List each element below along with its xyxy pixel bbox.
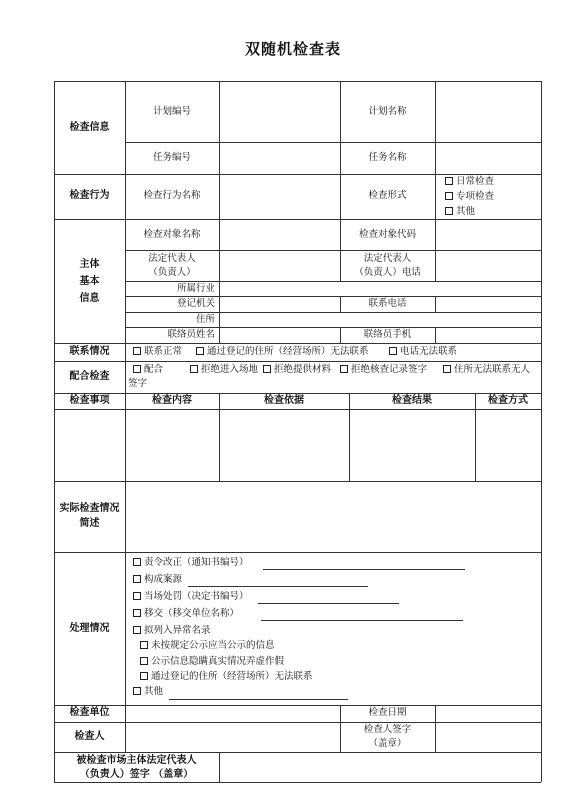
handling-option-correction[interactable]: 责令改正（通知书编号） (133, 557, 249, 569)
inspector-sign-label-line-1: 检查人签字 (363, 724, 412, 735)
cooperation-option-refuse-entry[interactable]: 拒绝进入场地 (190, 364, 258, 376)
other-line[interactable] (169, 699, 348, 700)
object-code-label: 检查对象代码 (358, 229, 416, 240)
section-contact-status: 联系情况 (69, 346, 110, 357)
cooperation-option-address-nobody[interactable]: 住所无法联系无人 (443, 364, 530, 376)
cooperation-option-refuse-sign[interactable]: 拒绝核查记录签字 (340, 364, 427, 376)
plan-number-label: 计划编号 (152, 106, 191, 117)
checkbox-icon (445, 177, 453, 185)
case-source-line[interactable] (188, 586, 368, 587)
checkbox-icon (140, 657, 148, 665)
checkbox-icon (133, 687, 141, 695)
col-inspection-item: 检查事项 (69, 395, 110, 406)
handling-option-transfer[interactable]: 移交（移交单位名称） (133, 608, 239, 620)
handling-option-abnormal-list[interactable]: 拟列入异常名录 (133, 625, 211, 637)
section-subject-line-1: 主体 (79, 259, 100, 270)
transfer-unit-line[interactable] (261, 620, 463, 621)
abnormal-sub-option-address-unreachable[interactable]: 通过登记的住所（经营场所）无法联系 (140, 671, 313, 683)
task-number-label: 任务编号 (152, 152, 191, 163)
contact-option-normal[interactable]: 联系正常 (133, 346, 182, 358)
section-subject-line-3: 信息 (79, 293, 100, 304)
inspection-form-label: 检查形式 (368, 190, 407, 201)
abnormal-sub-option-not-disclosed[interactable]: 未按规定公示应当公示的信息 (140, 640, 275, 652)
checkbox-icon (133, 609, 141, 617)
behavior-name-label: 检查行为名称 (143, 190, 201, 201)
section-inspection-behavior: 检查行为 (69, 190, 110, 201)
col-inspection-basis: 检查依据 (264, 395, 304, 406)
checkbox-icon (389, 347, 397, 355)
checkbox-icon (133, 365, 141, 373)
section-inspection-info: 检查信息 (69, 122, 110, 133)
legal-rep-label-line-1: 法定代表人 (148, 253, 196, 264)
subject-sign-label-line-2: （负责人）签字 （盖章） (79, 769, 194, 780)
checkbox-icon (133, 558, 141, 566)
plan-name-label: 计划名称 (368, 106, 407, 117)
page-title: 双随机检查表 (244, 40, 341, 58)
subject-sign-label-line-1: 被检查市场主体法定代表人 (76, 755, 197, 766)
form-option-daily[interactable]: 日常检查 (445, 176, 494, 188)
abnormal-sub-option-false-info[interactable]: 公示信息隐瞒真实情况弄虚作假 (140, 656, 284, 668)
checkbox-icon (190, 365, 198, 373)
checkbox-icon (133, 626, 141, 634)
correction-notice-line[interactable] (263, 569, 465, 570)
checkbox-icon (445, 192, 453, 200)
contact-person-label: 联络员姓名 (167, 329, 215, 340)
checkbox-icon (263, 365, 271, 373)
inspector-label: 检查人 (74, 731, 105, 742)
industry-label: 所属行业 (176, 283, 215, 294)
registry-label: 登记机关 (176, 298, 215, 309)
checkbox-icon (133, 347, 141, 355)
handling-option-other[interactable]: 其他 (133, 686, 163, 698)
col-inspection-result: 检查结果 (392, 395, 432, 406)
section-cooperation: 配合检查 (69, 371, 110, 382)
handling-option-on-site-penalty[interactable]: 当场处罚（决定书编号） (133, 591, 249, 603)
col-inspection-method: 检查方式 (488, 395, 528, 406)
actual-situation-label-line-2: 简述 (79, 518, 100, 529)
inspector-sign-label-line-2: （盖章） (368, 738, 407, 749)
cooperation-option-cooperate[interactable]: 配合 (133, 364, 163, 376)
checkbox-icon (196, 347, 204, 355)
legal-rep-phone-label-line-2: （负责人）电话 (354, 267, 421, 278)
cooperation-option-refuse-materials[interactable]: 拒绝提供材料 (263, 364, 331, 376)
task-name-label: 任务名称 (368, 152, 407, 163)
col-inspection-content: 检查内容 (152, 395, 192, 406)
contact-phone-label: 联系电话 (368, 298, 407, 309)
checkbox-icon (445, 207, 453, 215)
legal-rep-phone-label-line-1: 法定代表人 (363, 253, 412, 264)
inspection-unit-label: 检查单位 (69, 707, 110, 718)
actual-situation-label-line-1: 实际检查情况 (59, 503, 120, 514)
legal-rep-label-line-2: （负责人） (148, 267, 196, 278)
inspection-date-label: 检查日期 (368, 707, 407, 718)
checkbox-icon (133, 575, 141, 583)
form-option-special[interactable]: 专项检查 (445, 191, 494, 203)
section-handling: 处理情况 (69, 623, 110, 634)
penalty-decision-line[interactable] (258, 603, 399, 604)
address-label: 住所 (195, 314, 215, 325)
contact-option-address-unreachable[interactable]: 通过登记的住所（经营场所）无法联系 (196, 346, 369, 358)
checkbox-icon (140, 641, 148, 649)
checkbox-icon (443, 365, 451, 373)
form-option-other[interactable]: 其他 (445, 206, 475, 218)
handling-option-case-source[interactable]: 构成案源 (133, 574, 182, 586)
contact-option-phone-unreachable[interactable]: 电话无法联系 (389, 346, 457, 358)
contact-mobile-label: 联络员手机 (363, 329, 412, 340)
checkbox-icon (140, 672, 148, 680)
section-subject-line-2: 基本 (79, 276, 100, 287)
checkbox-icon (133, 592, 141, 600)
cooperation-continuation: 签字 (128, 378, 148, 389)
object-name-label: 检查对象名称 (143, 229, 201, 240)
checkbox-icon (340, 365, 348, 373)
